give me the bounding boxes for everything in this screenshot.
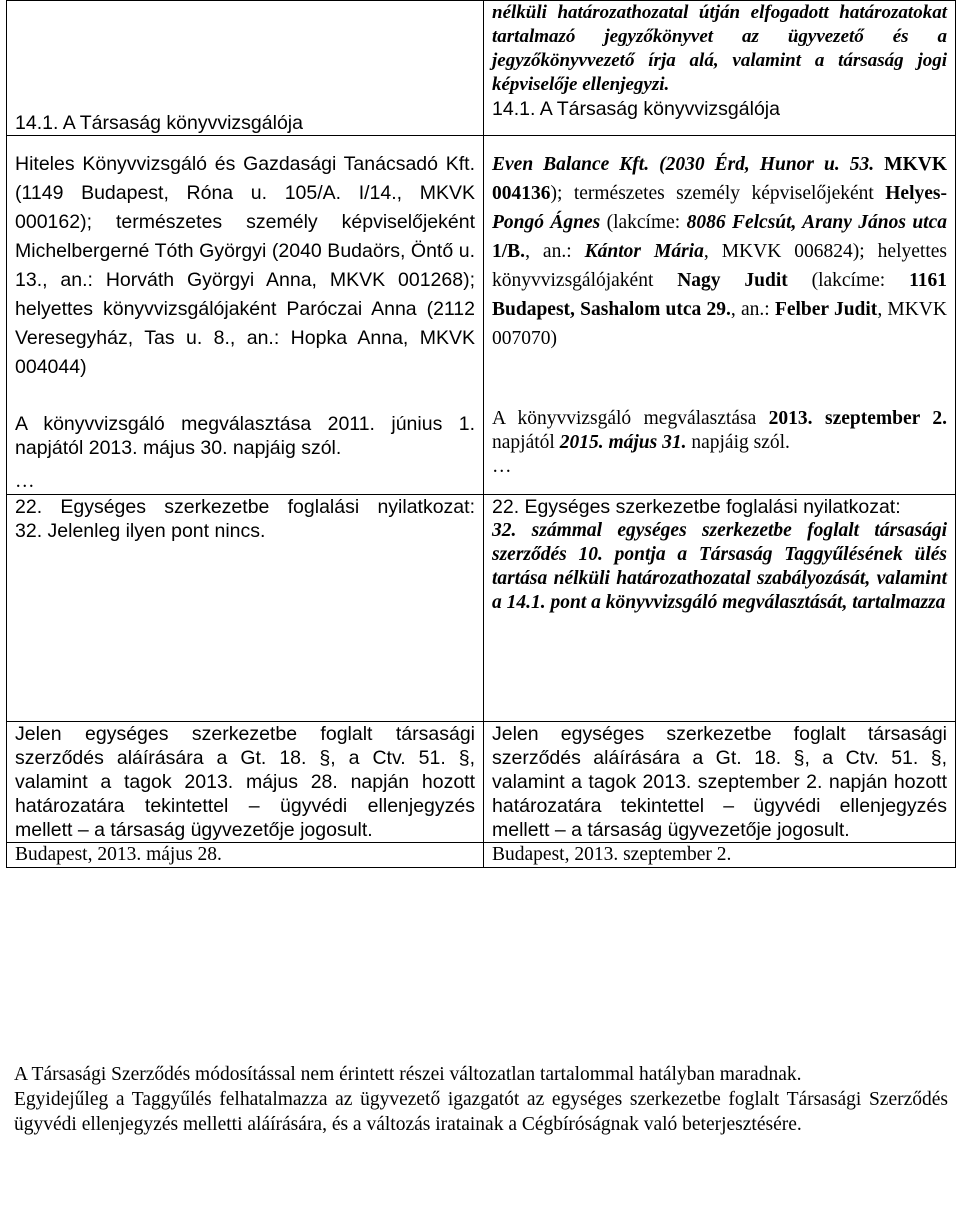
right-auditor-text (492, 150, 947, 353)
auditor-mkvk: MKVK 004136 (492, 154, 947, 204)
auditor-text-g: , MKVK 007070) (492, 299, 948, 349)
election-text-b: napjától (492, 432, 560, 453)
left-ellipsis: … (15, 471, 35, 492)
left-decl-body: 32. Jelenleg ilyen pont nincs. (15, 520, 266, 542)
election-text-c: napjáig szól. (686, 432, 790, 453)
decl-body-b: szerkezetbe foglalt társasági szerződés 10. pontja a Társaság Taggyűlésének ülés tartása nélküli határozathozatal szabályozását, valamint a 14.1. pont a könyvvizsgáló megválasztását, tartalmazza (492, 520, 947, 613)
right-place-date: Budapest, 2013. szeptember 2. (492, 844, 732, 865)
right-election-text (492, 407, 947, 455)
election-text-a: A könyvvizsgáló megválasztása (492, 408, 769, 429)
deputy-mother: Felber Judit (774, 299, 878, 320)
auditor-text-c: , an.: (525, 241, 585, 262)
auditor-mother: Kántor Mária (584, 241, 704, 262)
closing-paragraphs (14, 1062, 948, 1137)
left-election-text: A könyvvizsgáló megválasztása 2011. június 1. napjától 2013. május 30. napjáig szól. (15, 413, 475, 459)
right-decl-cell (484, 495, 956, 722)
deputy-address: 1161 Budapest, Sashalom utca 29. (492, 270, 947, 320)
left-signing-text: Jelen egységes szerkezetbe foglalt társasági szerződés aláírására a Gt. 18. §, a Ctv. 51. §, valamint a tagok 2013. május 28. napján hozott határozatára tekintettel – ügyvédi ellenjegyzés mellett – a társaság ügyvezetője jogosult. (15, 723, 475, 841)
table-row (7, 1, 956, 136)
left-cell-top (7, 1, 484, 136)
right-ellipsis: … (492, 456, 512, 477)
left-signing-cell (7, 722, 484, 843)
comparison-table (6, 0, 956, 868)
auditor-text-b: (lakcíme: (600, 212, 687, 233)
auditor-address-b: 1/B. (492, 241, 526, 262)
auditor-heading-right: 14.1. A Társaság könyvvizsgálója (492, 98, 780, 120)
table-row (7, 843, 956, 868)
right-cell-top (484, 1, 956, 136)
right-decl-body (492, 519, 947, 615)
right-auditor-cell (484, 136, 956, 495)
auditor-name-a: Helyes- (885, 183, 947, 204)
auditor-address: 8086 Felcsút, Arany János utca (686, 212, 947, 233)
auditor-firm: Even Balance Kft. (2030 Érd, Hunor u. 53. (492, 154, 875, 175)
right-date-cell (484, 843, 956, 868)
election-date-to: 2015. május 31. (559, 432, 687, 453)
left-auditor-text: Hiteles Könyvvizsgáló és Gazdasági Tanácsadó Kft. (1149 Budapest, Róna u. 105/A. I/14., MKVK 000162); természetes személy képviselőjeként Michelbergerné Tóth Györgyi (2040 Budaörs, Öntő u. 13., an.: Horváth Györgyi Anna, MKVK 001268); helyettes könyvvizsgálójaként Paróczai Anna (2112 Veresegyház, Tas u. 8., an.: Hopka Anna, MKVK 004044) (15, 153, 475, 378)
top-right-text: nélküli határozathozatal útján elfogadott határozatokat tartalmazó jegyzőkönyvet az ügyvezető és a jegyzőkönyvvezető írja alá, valamint a társaság jogi képviselője ellenjegyzi. (492, 2, 947, 95)
table-row (7, 136, 956, 495)
deputy-name: Nagy Judit (677, 270, 788, 291)
closing-paragraph-1: A Társasági Szerződés módosítással nem érintett részei változatlan tartalommal hatályban maradnak. (14, 1064, 802, 1085)
auditor-heading-left: 14.1. A Társaság könyvvizsgálója (15, 112, 303, 134)
left-auditor-cell (7, 136, 484, 495)
right-signing-cell (484, 722, 956, 843)
decl-body-a: 32. számmal egységes (492, 520, 702, 541)
left-place-date: Budapest, 2013. május 28. (15, 844, 222, 865)
auditor-name-b: Pongó Ágnes (492, 212, 601, 233)
left-decl-heading: 22. Egységes szerkezetbe foglalási nyilatkozat: (15, 496, 475, 518)
left-date-cell (7, 843, 484, 868)
auditor-text-f: , an.: (730, 299, 775, 320)
right-signing-text: Jelen egységes szerkezetbe foglalt társasági szerződés aláírására a Gt. 18. §, a Ctv. 51. §, valamint a tagok 2013. szeptember 2. napján hozott határozatára tekintettel – ügyvédi ellenjegyzés mellett – a társaság ügyvezetője jogosult. (492, 723, 947, 841)
election-date-from: 2013. szeptember 2. (768, 408, 947, 429)
table-row (7, 495, 956, 722)
auditor-text-a: ); természetes személy képviselőjeként (550, 183, 886, 204)
right-decl-heading: 22. Egységes szerkezetbe foglalási nyilatkozat: (492, 496, 901, 518)
closing-paragraph-2: Egyidejűleg a Taggyűlés felhatalmazza az ügyvezető igazgatót az egységes szerkezetbe foglalt Társasági Szerződés ügyvédi ellenjegyzés melletti aláírására, és a változás iratainak a Cégbíróságnak való beterjesztésére. (14, 1089, 948, 1135)
auditor-text-d: , MKVK 006824); helyettes könyvvizsgálójaként (492, 241, 947, 291)
table-row (7, 722, 956, 843)
left-decl-cell (7, 495, 484, 722)
auditor-text-e: (lakcíme: (787, 270, 910, 291)
